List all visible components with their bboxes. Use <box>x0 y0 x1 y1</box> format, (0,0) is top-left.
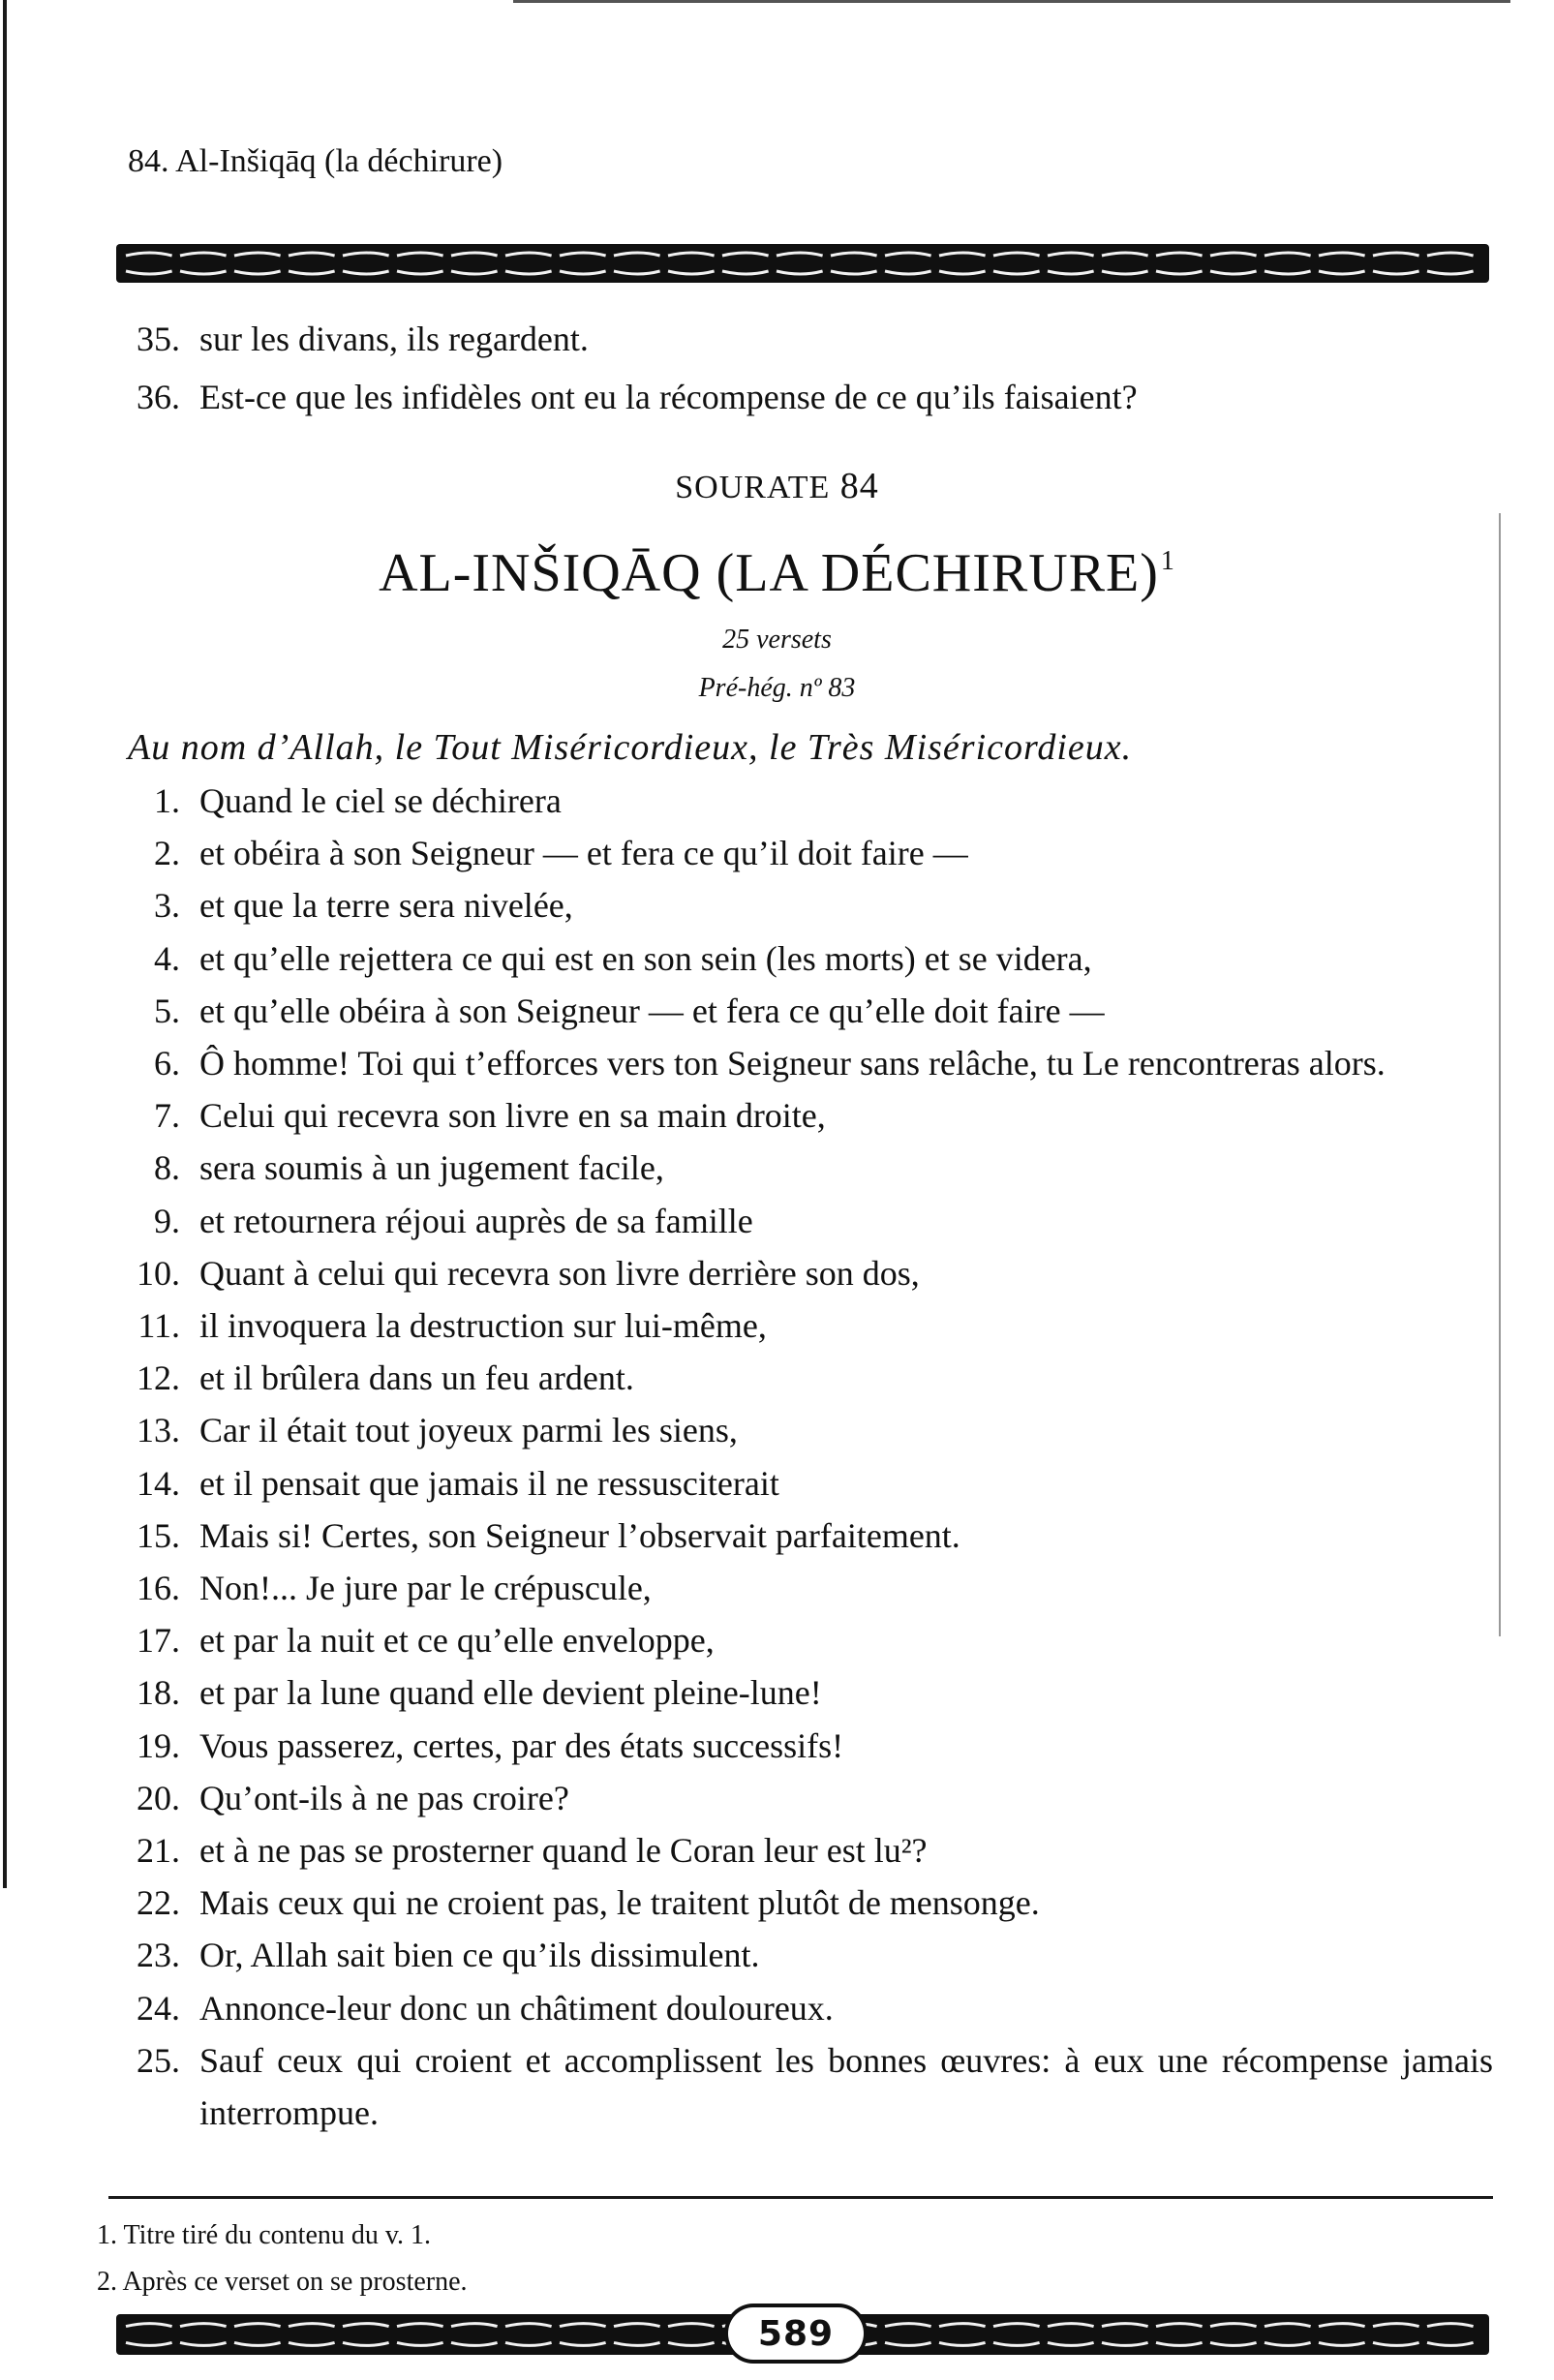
page-number: 589 <box>724 2304 868 2364</box>
verse-number: 20. <box>137 1778 180 1817</box>
verse-row <box>128 310 1138 368</box>
verse-row <box>128 827 1493 879</box>
verse-row <box>128 1247 1493 1299</box>
verse-number: 13. <box>137 1411 180 1450</box>
band-ornament <box>505 2324 552 2346</box>
verse-row <box>128 1510 1493 1562</box>
verse-number: 10. <box>137 1253 180 1293</box>
verse-list <box>128 775 1493 2139</box>
band-ornament <box>1319 253 1365 274</box>
verse-text: et par la lune quand elle devient pleine-lune! <box>199 1673 822 1713</box>
band-ornament <box>1427 253 1474 274</box>
verse-text: et qu’elle obéira à son Seigneur — et fera ce qu’elle doit faire — <box>199 991 1105 1030</box>
verse-number: 4. <box>154 938 180 978</box>
band-ornament <box>1156 2324 1203 2346</box>
verse-row <box>128 775 1493 827</box>
running-head: 84. Al-Inšiqāq (la déchirure) <box>128 143 503 179</box>
verse-number: 23. <box>137 1936 180 1975</box>
band-ornament <box>343 253 389 274</box>
verse-count: 25 versets <box>722 625 832 655</box>
left-margin-rule <box>3 0 7 1888</box>
sourate-title-line <box>0 542 1554 604</box>
band-ornament <box>993 2324 1040 2346</box>
verse-number: 12. <box>137 1358 180 1398</box>
verse-text: Ô homme! Toi qui t’efforces vers ton Seigneur sans relâche, tu Le rencontreras alors. <box>199 1044 1386 1083</box>
verse-text: Car il était tout joyeux parmi les siens, <box>199 1411 738 1450</box>
verse-row <box>128 1562 1493 1614</box>
band-ornament <box>234 2324 281 2346</box>
footnote: 1. Titre tiré du contenu du v. 1. <box>97 2220 432 2250</box>
verse-row <box>128 1614 1493 1666</box>
revelation-period: Pré-hég. nº 83 <box>698 673 856 703</box>
band-ornament <box>180 2324 227 2346</box>
band-ornament <box>451 2324 498 2346</box>
verse-row <box>128 1089 1493 1142</box>
verse-row <box>128 1982 1493 2034</box>
verse-row <box>128 1877 1493 1929</box>
verse-text: Est-ce que les infidèles ont eu la récompense de ce qu’ils faisaient? <box>199 378 1138 416</box>
band-ornament <box>180 253 227 274</box>
band-ornament <box>126 2324 172 2346</box>
verse-text: Annonce-leur donc un châtiment douloureux. <box>199 1988 834 2028</box>
verse-number: 18. <box>137 1673 180 1713</box>
verse-number: 6. <box>154 1044 180 1083</box>
footnotes <box>97 2212 468 2305</box>
verse-text: sur les divans, ils regardent. <box>199 320 589 358</box>
band-ornament <box>451 253 498 274</box>
verse-number: 21. <box>137 1831 180 1871</box>
band-ornament <box>885 2324 931 2346</box>
verse-text: Celui qui recevra son livre en sa main droite, <box>199 1096 826 1136</box>
verse-row <box>128 1404 1493 1456</box>
verse-row <box>128 1195 1493 1247</box>
verse-row <box>128 1142 1493 1194</box>
verse-text: et qu’elle rejettera ce qui est en son sein (les morts) et se videra, <box>199 938 1092 978</box>
band-ornament <box>1102 2324 1148 2346</box>
band-ornament <box>1156 253 1203 274</box>
footnote-rule <box>108 2196 1493 2199</box>
band-ornament <box>1265 2324 1311 2346</box>
band-ornament <box>777 253 823 274</box>
verse-row <box>128 1352 1493 1404</box>
band-ornament <box>668 2324 715 2346</box>
verse-number: 3. <box>154 886 180 926</box>
verse-text: sera soumis à un jugement facile, <box>199 1148 664 1188</box>
verse-text: et il pensait que jamais il ne ressusciterait <box>199 1463 779 1503</box>
verse-row <box>128 1824 1493 1877</box>
band-ornament <box>289 253 335 274</box>
verse-text: et retournera réjoui auprès de sa famille <box>199 1201 753 1240</box>
band-ornament <box>885 253 931 274</box>
verse-row <box>128 1457 1493 1510</box>
verse-number: 36. <box>137 378 180 416</box>
sourate-title: AL-INŠIQĀQ (LA DÉCHIRURE) <box>379 543 1159 603</box>
verse-number: 19. <box>137 1725 180 1765</box>
band-ornament <box>289 2324 335 2346</box>
verse-number: 25. <box>137 2040 180 2080</box>
verse-row <box>128 1037 1493 1089</box>
band-ornament <box>560 253 606 274</box>
verse-text: et il brûlera dans un feu ardent. <box>199 1358 634 1398</box>
verse-number: 14. <box>137 1463 180 1503</box>
verse-row <box>128 879 1493 931</box>
verse-text: Mais si! Certes, son Seigneur l’observait parfaitement. <box>199 1515 960 1555</box>
verse-number: 2. <box>154 834 180 873</box>
band-ornament <box>1265 253 1311 274</box>
band-ornament <box>722 253 769 274</box>
sourate-label: SOURATE <box>675 470 831 505</box>
verse-text: Vous passerez, certes, par des états successifs! <box>199 1725 844 1765</box>
verse-text: Mais ceux qui ne croient pas, le traitent plutôt de mensonge. <box>199 1883 1040 1923</box>
band-ornament <box>1210 253 1257 274</box>
verse-number: 9. <box>154 1201 180 1240</box>
band-ornament <box>397 2324 443 2346</box>
verse-number: 17. <box>137 1621 180 1661</box>
verse-text: et par la nuit et ce qu’elle enveloppe, <box>199 1621 715 1661</box>
verse-number: 35. <box>137 320 180 358</box>
verse-row <box>128 1666 1493 1719</box>
footnote-marker: 1 <box>1160 546 1175 576</box>
band-ornament <box>397 253 443 274</box>
band-ornament <box>343 2324 389 2346</box>
verse-row <box>128 1772 1493 1824</box>
band-ornament <box>505 253 552 274</box>
ornamental-band-top <box>116 244 1489 283</box>
verse-text: Qu’ont-ils à ne pas croire? <box>199 1778 569 1817</box>
band-ornament <box>1102 253 1148 274</box>
band-ornament <box>560 2324 606 2346</box>
verse-row <box>128 1299 1493 1352</box>
band-ornament <box>1048 253 1094 274</box>
band-ornament <box>831 253 877 274</box>
verse-number: 16. <box>137 1569 180 1608</box>
band-ornament <box>1210 2324 1257 2346</box>
band-ornament <box>939 253 986 274</box>
verse-text: et à ne pas se prosterner quand le Coran leur est lu²? <box>199 1831 928 1871</box>
band-ornament <box>993 253 1040 274</box>
verse-row <box>128 2034 1493 2139</box>
band-ornament <box>1048 2324 1094 2346</box>
band-ornament <box>126 253 172 274</box>
sourate-number: 84 <box>839 466 879 506</box>
verse-number: 1. <box>154 781 180 820</box>
verse-text: et obéira à son Seigneur — et fera ce qu’il doit faire — <box>199 834 968 873</box>
verse-number: 7. <box>154 1096 180 1136</box>
top-margin-rule <box>513 0 1510 3</box>
verse-text: Sauf ceux qui croient et accomplissent les bonnes œuvres: à eux une récompense jamais interrompue. <box>199 2040 1493 2133</box>
verse-row <box>128 368 1138 426</box>
band-ornament <box>1373 2324 1419 2346</box>
verse-number: 24. <box>137 1988 180 2028</box>
verse-row <box>128 1929 1493 1981</box>
verse-row <box>128 1720 1493 1772</box>
verse-text: il invoquera la destruction sur lui-même, <box>199 1306 767 1346</box>
verse-text: Or, Allah sait bien ce qu’ils dissimulent. <box>199 1936 760 1975</box>
basmala: Au nom d’Allah, le Tout Miséricordieux, le Très Miséricordieux. <box>128 727 1133 768</box>
band-ornament <box>234 253 281 274</box>
verse-number: 8. <box>154 1148 180 1188</box>
previous-verses <box>128 310 1138 426</box>
verse-row <box>128 985 1493 1037</box>
band-ornament <box>939 2324 986 2346</box>
verse-number: 5. <box>154 991 180 1030</box>
band-ornament <box>668 253 715 274</box>
band-ornament <box>1373 253 1419 274</box>
verse-text: et que la terre sera nivelée, <box>199 886 573 926</box>
verse-number: 22. <box>137 1883 180 1923</box>
verse-number: 11. <box>137 1306 180 1346</box>
band-ornament <box>614 2324 660 2346</box>
footnote: 2. Après ce verset on se prosterne. <box>97 2267 468 2297</box>
sourate-heading <box>0 465 1554 507</box>
verse-number: 15. <box>137 1515 180 1555</box>
verse-text: Quand le ciel se déchirera <box>199 781 562 820</box>
verse-text: Quant à celui qui recevra son livre derrière son dos, <box>199 1253 920 1293</box>
band-ornament <box>1427 2324 1474 2346</box>
band-ornament <box>614 253 660 274</box>
verse-text: Non!... Je jure par le crépuscule, <box>199 1569 652 1608</box>
band-ornament <box>1319 2324 1365 2346</box>
verse-row <box>128 932 1493 985</box>
